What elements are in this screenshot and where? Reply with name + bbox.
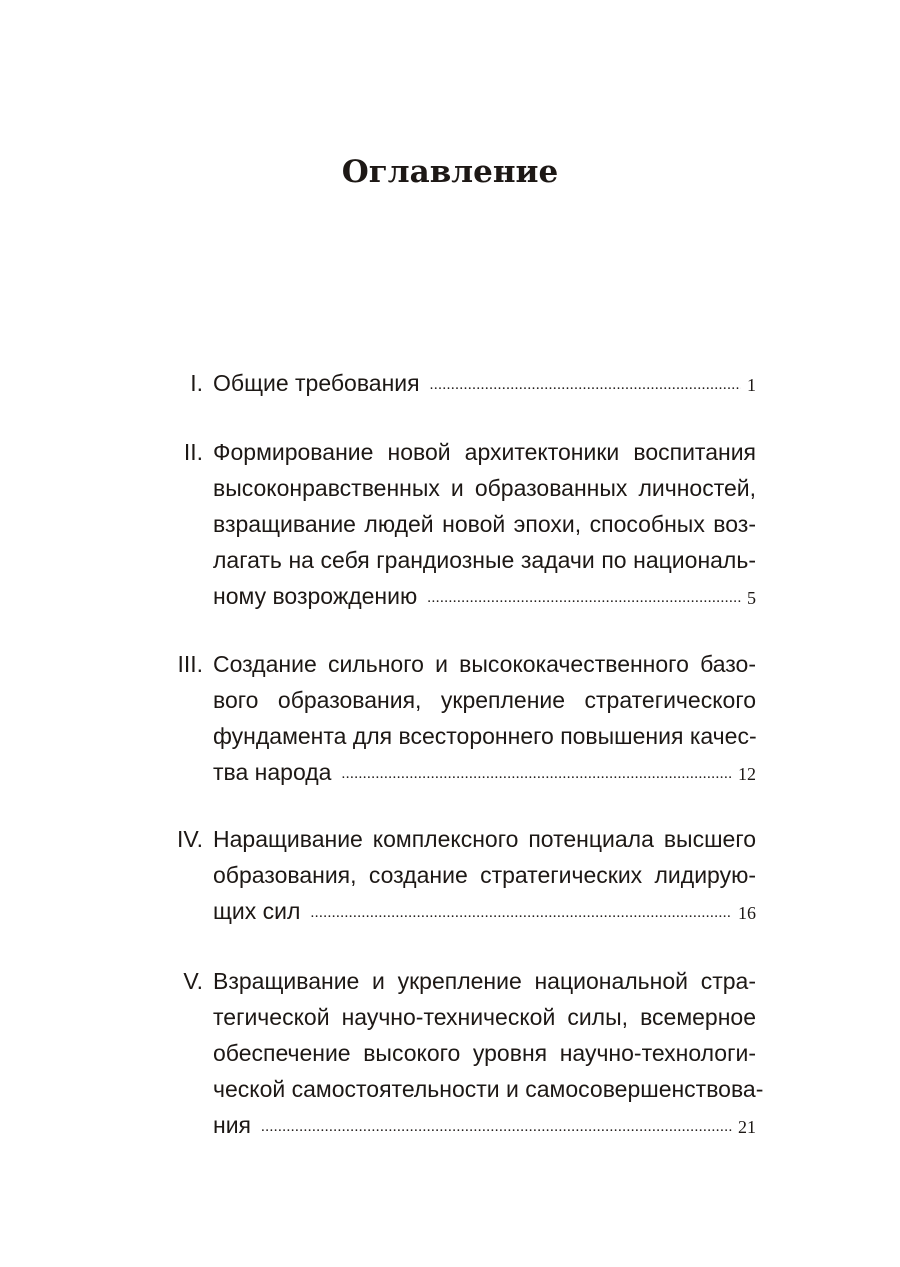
dot-leader: [341, 756, 732, 792]
toc-entry-line: взращивание людей новой эпохи, способных воз-: [213, 511, 756, 537]
toc-entry-number: III.: [177, 651, 203, 677]
dot-leader: [430, 367, 741, 403]
toc-entry-title: Общие требования: [213, 370, 420, 396]
toc-entry-line: вого образования, укрепление стратегического: [213, 687, 756, 713]
toc-entry-line: Создание сильного и высококачественного базо-: [213, 651, 756, 677]
toc-entry-text: [213, 365, 756, 401]
toc-entry-last-line: [213, 754, 756, 790]
toc-entry-last-line: [213, 578, 756, 614]
toc-entry-text: [213, 963, 764, 1143]
toc-entry-number: II.: [183, 439, 203, 465]
toc-entry-title: ния: [213, 1112, 252, 1138]
toc-entry-number: IV.: [176, 826, 203, 852]
toc-entry-title: щих сил: [213, 898, 301, 924]
toc-entry-line: ческой самостоятельности и самосовершенствова-: [213, 1076, 764, 1102]
dot-leader: [310, 895, 732, 931]
toc-page-number: 16: [738, 903, 756, 923]
toc-entry-line: Взращивание и укрепление национальной стра-: [213, 968, 756, 994]
toc-entry-line: Наращивание комплексного потенциала высшего: [213, 826, 756, 852]
toc-entry-line: Формирование новой архитектоники воспитания: [213, 439, 756, 465]
toc-entry-last-line: [213, 365, 756, 401]
toc-entry-number: I.: [190, 370, 203, 396]
toc-entry-text: [213, 821, 756, 929]
toc-page-number: 5: [747, 588, 756, 608]
toc-entry-last-line: [213, 1107, 756, 1143]
toc-page-number: 12: [738, 764, 756, 784]
toc-entry-line: высоконравственных и образованных личностей,: [213, 475, 756, 501]
toc-entry-text: [213, 434, 756, 614]
toc-entry-title: ному возрождению: [213, 583, 418, 609]
toc-entry-title: тва народа: [213, 759, 332, 785]
toc-entry-line: обеспечение высокого уровня научно-технологи-: [213, 1040, 756, 1066]
toc-entry-number: V.: [183, 968, 203, 994]
toc-entry-last-line: [213, 893, 756, 929]
toc-entry-line: лагать на себя грандиозные задачи по националь-: [213, 547, 756, 573]
toc-page-number: 1: [747, 375, 756, 395]
dot-leader: [427, 580, 741, 616]
dot-leader: [261, 1109, 732, 1145]
toc-page-number: 21: [738, 1117, 756, 1137]
page-title: Оглавление: [341, 154, 559, 190]
toc-entry-text: [213, 646, 756, 790]
toc-entry-line: образования, создание стратегических лидирую-: [213, 862, 756, 888]
toc-entry-line: тегической научно-технической силы, всемерное: [213, 1004, 756, 1030]
toc-entry-line: фундамента для всестороннего повышения качес-: [213, 723, 757, 749]
